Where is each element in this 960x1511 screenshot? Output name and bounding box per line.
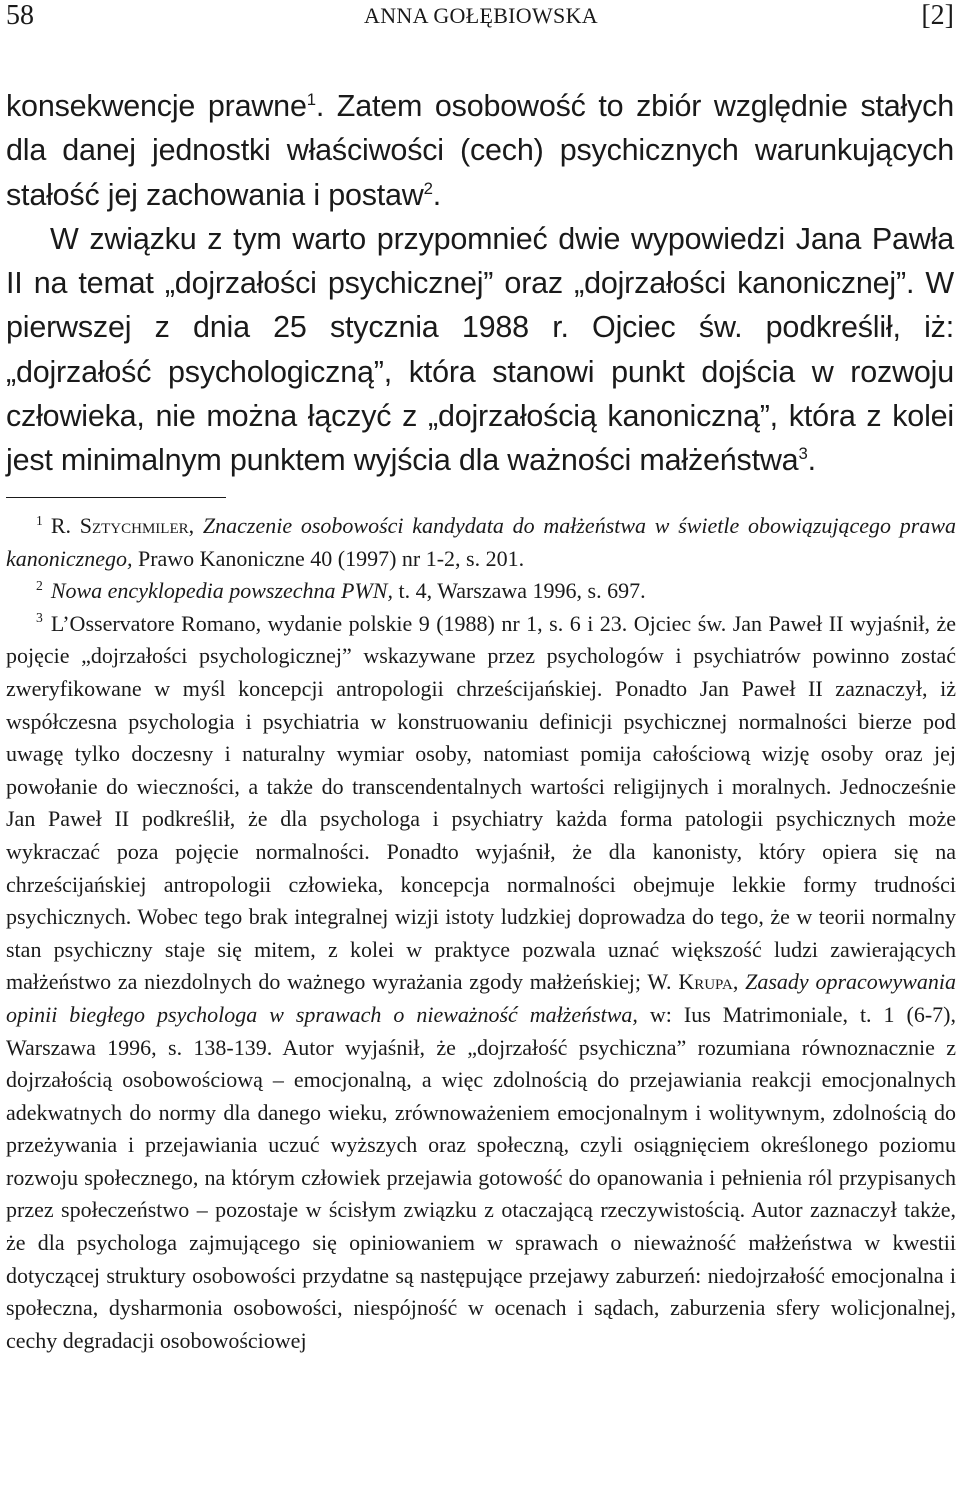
footnote-mark-1: 1 [36,512,43,528]
footnote-ref-2[interactable]: 2 [423,178,433,198]
footnote-3-title: Zasady opracowywania opinii biegłego psychologa w sprawach o nieważność małżeństwa, [6,969,956,1027]
footnotes [6,510,956,1357]
page-number: 58 [6,0,34,31]
footnote-mark-2: 2 [36,577,43,593]
footnote-2-title: Nowa encyklopedia powszechna PWN, [50,578,393,604]
footnote-1-author: Sztychmiler [79,513,189,538]
footnote-ref-3[interactable]: 3 [798,444,808,464]
footnote-mark-3: 3 [36,610,43,626]
main-text [6,84,954,483]
footnote-3-author: Krupa [678,969,733,995]
footnote-3: $^3$ L’Osservatore Romano, wydanie polskie 9 (1988) nr 1, s. 6 i 23. Ojciec św. Jan Paweł II wyjaśnił, że pojęcie „dojrzałości psychologicznej” wskazywane przez psychologów i psychiatrów powinno zostać zweryfikowane w myśl koncepcji antropologii chrześcijańskiej. Ponadto Jan Paweł II zaznaczył, iż współczesna psychologia i psychiatria w konstruowaniu definicji psychicznej normalności bierze pod uwagę tylko doczesny i naturalny wymiar osoby, natomiast pomija całościową wizję osoby oraz jej powołanie do wieczności, a także do transcendentalnych wartości religijnych i moralnych. Jednocześnie Jan Paweł II podkreślił, że dla psychologa i psychiatry każda forma patologii psychicznych może wykraczać poza pojęcie normalności. Ponadto wyjaśnił, że dla kanonisty, który opiera się na chrześcijańskiej antropologii człowieka, koncepcja normalności obejmuje lekkie formy trudności psychicznych. Wobec tego brak integralnej wizji istoty ludzkiej doprowadza do tego, że w teorii normalny stan psychiczny staje się mitem, z kolei w praktyce pozwala uznać większość ludzi zawierających małżeństwo za niezdolnych do ważnego wyrażania zgody małżeńskiej; W. Krupa, Zasady opracowywania opinii biegłego psychologa w sprawach o nieważność małżeństwa, w: Ius Matrimoniale, t. 1 (6-7), Warszawa 1996, s. 138-139. Autor wyjaśnił, że „dojrzałość psychiczna” rozumiana równoznacznie z dojrzałością osobowościową – emocjonalną, a więc zdolnością do przejawiania reakcji emocjonalnych adekwatnych do normy dla danego wieku, zrównoważeniem emocjonalnym i wolitywnym, zdolnością do przeżywania i przejawiania uczuć wyższych oraz społeczną, czyli osiągnięciem określonego poziomu rozwoju społecznego, na którym człowiek przejawia gotowość do opanowania i pełnienia ról przypisanych przez społeczeństwo – pozostaje w ścisłym związku z otaczającą rzeczywistością. Autor zaznaczył także, że dla psychologa zajmującego się opiniowaniem w sprawach o nieważność małżeństwa w kwestii dotyczącej struktury osobowości przydatne są następujące przejawy zaburzeń: niedojrzałość emocjonalna i społeczna, dysharmonia osobowości, niespójność w ocenach i sądach, zaburzenia sfery wolicjonalnej, cechy degradacji osobowościowej [6,610,956,1353]
footnote-separator [6,497,226,498]
footnote-1-title: Znaczenie osobowości kandydata do małżeństwa w świetle obowiązującego prawa kanonicznego, [6,513,956,571]
footnote-1: $^1$ R. Sztychmiler, Znaczenie osobowości kandydata do małżeństwa w świetle obowiązującego prawa kanonicznego, Prawo Kanoniczne 40 (1997) nr 1-2, s. 201. [6,512,956,571]
section-number: [2] [921,0,954,31]
footnote-2: $^2$ Nowa encyklopedia powszechna PWN, t. 4, Warszawa 1996, s. 697. [36,577,646,604]
paragraph-2: W związku z tym warto przypomnieć dwie wypowiedzi Jana Pawła II na temat „dojrzałości psychicznej” oraz „dojrzałości kanonicznej”. W pierwszej z dnia 25 stycznia 1988 r. Ojciec św. podkreślił, iż: „dojrzałość psychologiczną”, która stanowi punkt dojścia w rozwoju człowieka, nie można łączyć z „dojrzałością kanoniczną”, która z kolei jest minimalnym punktem wyjścia dla ważności małżeństwa$^3$. [6,221,954,478]
paragraph-1: konsekwencje prawne$^1$. Zatem osobowość to zbiór względnie stałych dla danej jednostki właściwości (cech) psychicznych warunkujących stałość jej zachowania i postaw$^2$. [6,89,954,212]
running-head-author: ANNA GOŁĘBIOWSKA [364,3,598,28]
footnote-ref-1[interactable]: 1 [306,89,316,109]
running-header [6,0,956,34]
